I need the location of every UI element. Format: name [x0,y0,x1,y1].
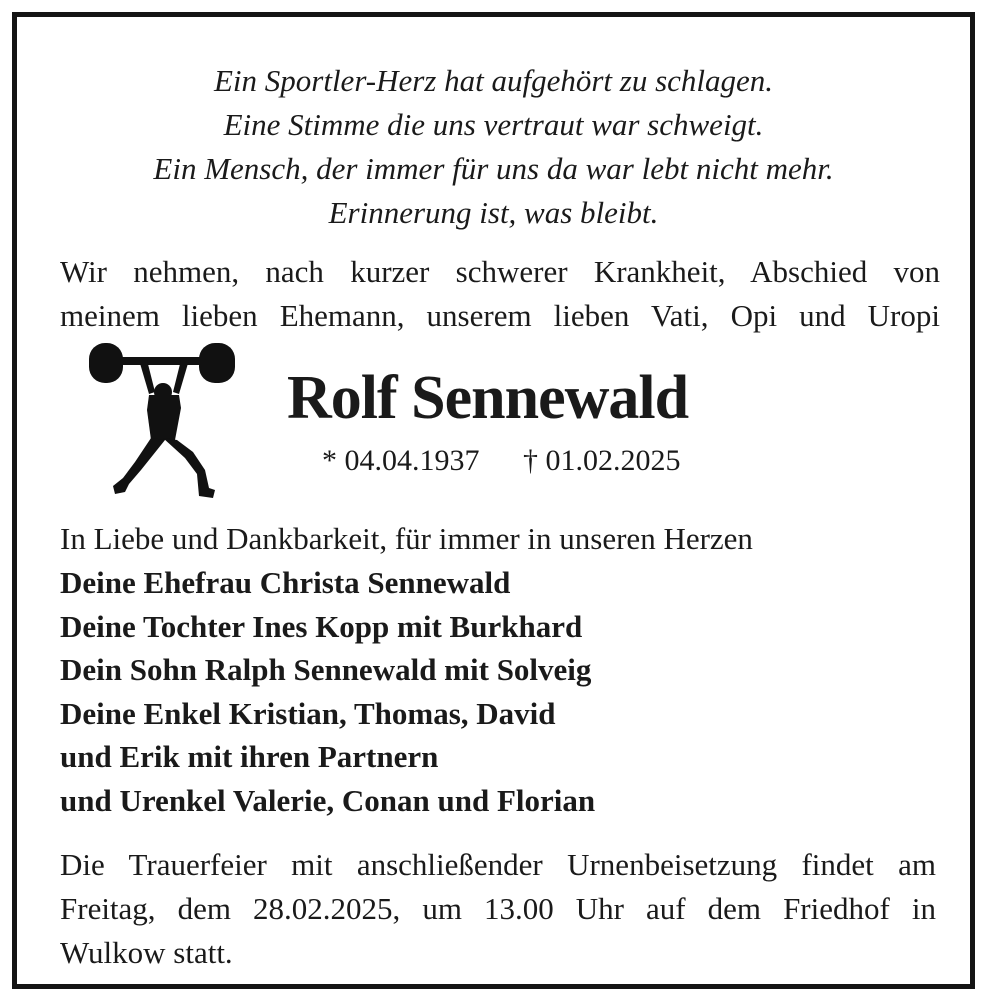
birth-date: * 04.04.1937 [322,444,480,477]
family-line: und Erik mit ihren Partnern [60,739,439,774]
poem-line: Erinnerung ist, was bleibt. [328,195,659,230]
service-line: Wulkow statt. [60,935,233,970]
service-notice [60,843,936,975]
deceased-name: Rolf Sennewald [287,364,689,432]
obituary-frame [12,12,975,989]
dedication: In Liebe und Dankbarkeit, für immer in unseren Herzen [60,521,753,556]
poem-line: Ein Sportler-Herz hat aufgehört zu schlagen. [213,63,774,98]
intro-line: Wir nehmen, nach kurzer schwerer Krankheit, Abschied von [60,254,940,289]
intro-text [60,250,940,338]
weightlifter-icon [85,340,237,500]
family-line: und Urenkel Valerie, Conan und Florian [60,782,596,818]
family-line: Deine Enkel Kristian, Thomas, David [60,695,556,731]
family-line: Deine Tochter Ines Kopp mit Burkhard [60,608,583,644]
poem [17,59,970,235]
poem-line: Eine Stimme die uns vertraut war schweigt. [223,107,764,142]
family-list [60,561,595,822]
family-line: Dein Sohn Ralph Sennewald mit Solveig [60,652,592,687]
intro-line: meinem lieben Ehemann, unserem lieben Vati, Opi und Uropi [60,298,940,333]
family-line: Deine Ehefrau Christa Sennewald [60,565,511,600]
service-line: Die Trauerfeier mit anschließender Urnenbeisetzung findet am [60,847,936,882]
poem-line: Ein Mensch, der immer für uns da war lebt nicht mehr. [153,151,834,186]
life-dates [322,442,681,480]
death-date: † 01.02.2025 [523,444,681,477]
service-line: Freitag, dem 28.02.2025, um 13.00 Uhr auf dem Friedhof in [60,891,936,926]
